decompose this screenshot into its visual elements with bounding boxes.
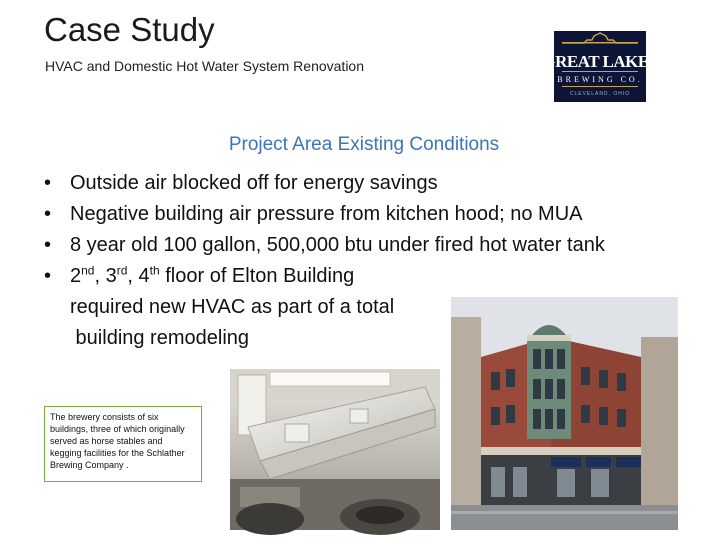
svg-text:CLEVELAND, OHIO: CLEVELAND, OHIO [569,91,631,97]
floor-number: 3 [105,265,117,287]
section-heading: Project Area Existing Conditions [228,134,500,155]
ordinal-suffix: th [149,263,160,278]
great-lakes-logo [542,31,658,102]
bullet-item [44,199,724,230]
bullet-text: floor of Elton Building [159,265,355,287]
floor-number: 2 [70,265,82,287]
bullet-dot: • [44,203,52,225]
bullet-line-3: building remodeling [70,327,250,349]
kitchen-hood-photo [230,369,440,530]
bullet-dot: • [44,172,52,194]
elton-building-photo [451,297,678,530]
slide-subtitle: HVAC and Domestic Hot Water System Renovation [45,58,365,74]
svg-text:GREAT LAKES: GREAT LAKES [542,52,658,71]
bullet-text: 8 year old 100 gallon, 500,000 btu under fired hot water tank [70,234,605,256]
separator: , [94,265,106,287]
separator: , [127,265,139,287]
bullet-item [44,168,724,199]
bullet-item [44,230,724,261]
ordinal-suffix: rd [116,263,128,278]
slide-title: Case Study [44,11,215,48]
bullet-dot: • [44,234,52,256]
bullet-line-1 [70,261,724,292]
ordinal-suffix: nd [81,263,95,278]
bullet-line-2: required new HVAC as part of a total [70,296,395,318]
floor-number: 4 [138,265,150,287]
svg-text:BREWING CO.: BREWING CO. [557,75,643,84]
callout-box: The brewery consists of six buildings, three of which originally served as horse stables and kegging facilities for the Schlather Brewing Company . [44,406,202,482]
bullet-text: Negative building air pressure from kitchen hood; no MUA [70,203,583,225]
bullet-text: Outside air blocked off for energy savings [70,172,438,194]
bullet-dot: • [44,265,52,287]
